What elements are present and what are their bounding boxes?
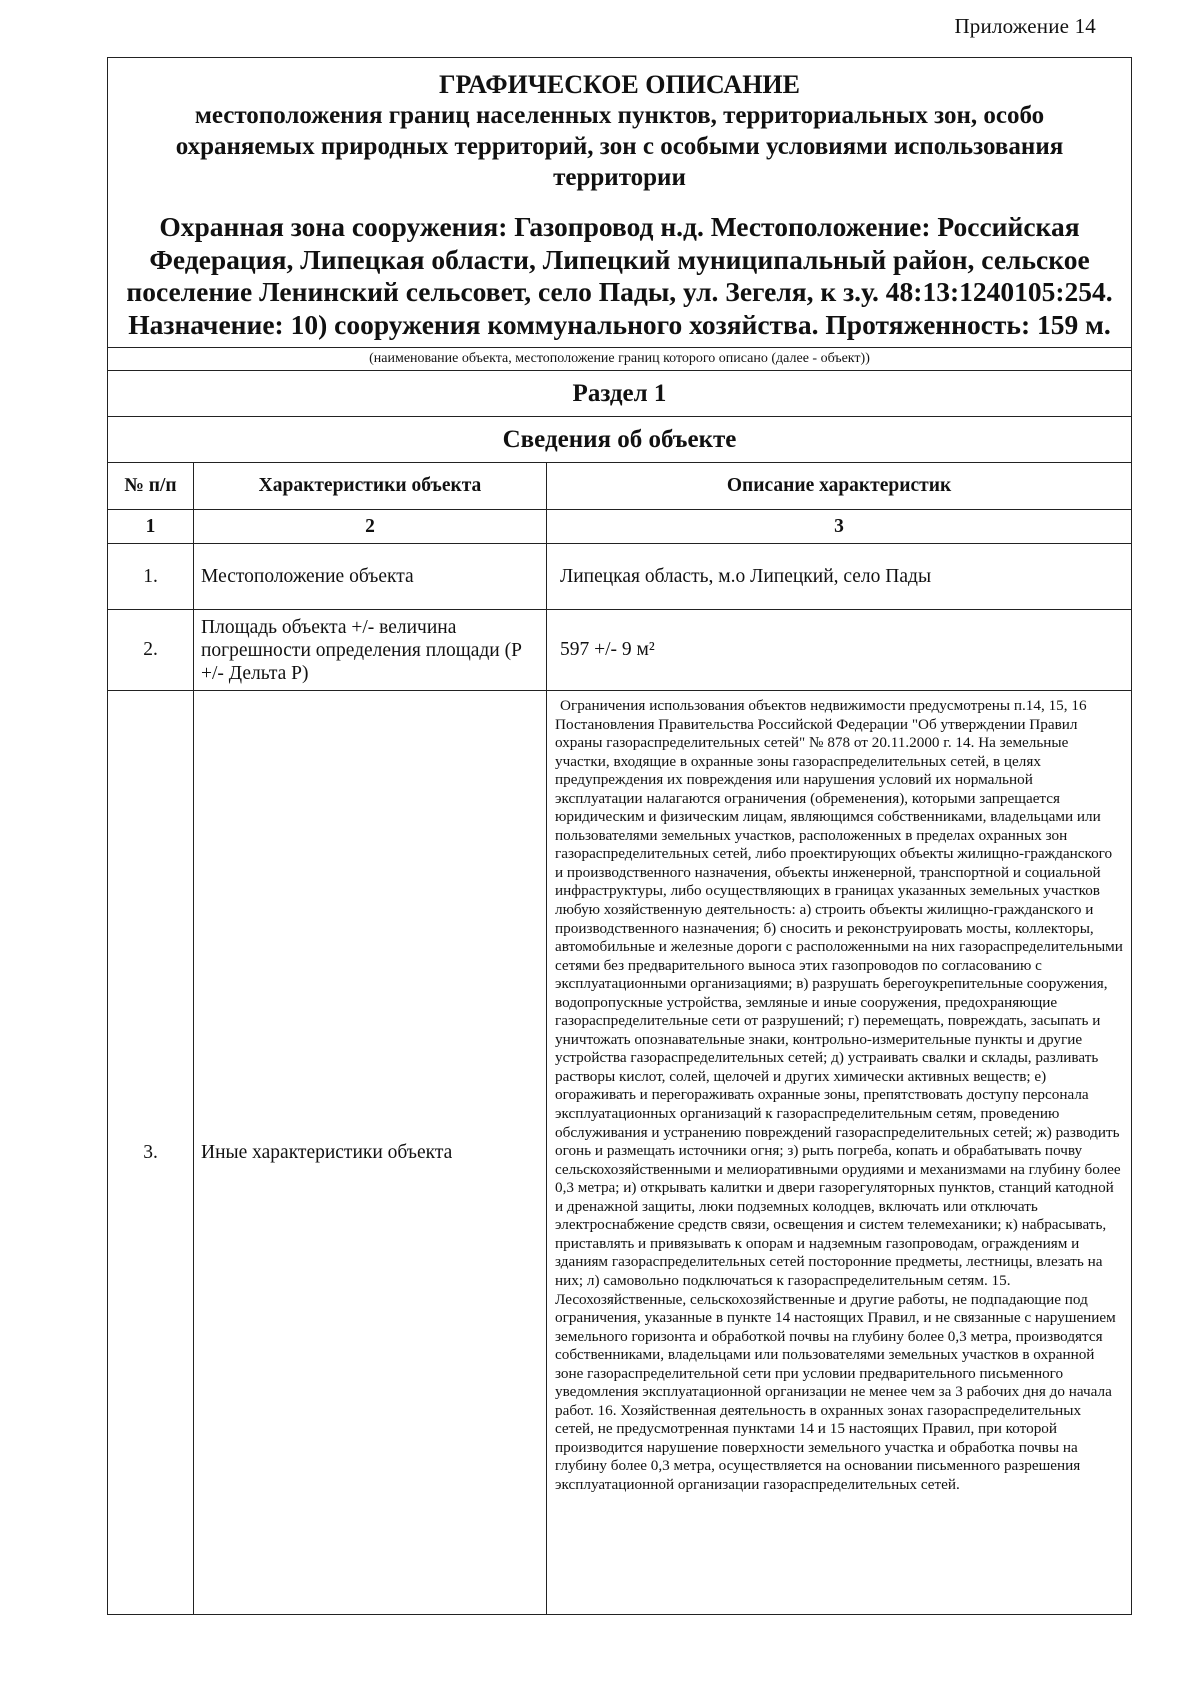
- table-row: [108, 691, 1131, 1615]
- row-characteristic: Местоположение объекта: [194, 544, 547, 610]
- column-number: 2: [194, 510, 547, 544]
- column-number: 1: [108, 510, 194, 544]
- table-header-row: [108, 463, 1131, 510]
- table-row: [108, 544, 1131, 610]
- document-frame: [107, 57, 1132, 1615]
- row-number: 3.: [108, 691, 194, 1615]
- document-title: ГРАФИЧЕСКОЕ ОПИСАНИЕ: [439, 70, 800, 99]
- row-characteristic: Иные характеристики объекта: [194, 691, 547, 1615]
- object-name-line: поселение Ленинский сельсовет, село Пады, ул. Зегеля, к з.у. 48:13:1240105:254.: [126, 276, 1113, 307]
- object-name: [118, 211, 1121, 341]
- object-caption: (наименование объекта, местоположение границ которого описано (далее - объект)): [108, 348, 1131, 371]
- object-info-table: [108, 463, 1131, 1614]
- column-number: 3: [547, 510, 1132, 544]
- object-length: 159 м.: [1037, 308, 1111, 340]
- column-header-number: № п/п: [108, 463, 194, 510]
- section-subtitle: Сведения об объекте: [108, 417, 1131, 463]
- section-title: Раздел 1: [108, 371, 1131, 417]
- object-name-line: Федерация, Липецкая области, Липецкий муниципальный район, сельское: [149, 243, 1090, 275]
- row-description: Ограничения использования объектов недвижимости предусмотрены п.14, 15, 16 Постановления Правительства Российской Федерации "Об утверждении Правил охраны газораспределительных сетей" № 878 от 20.11.2000 г. 14. На земельные участки, входящие в охранные зоны газораспределительных сетей, в целях предупреждения их повреждения или нарушения условий их нормальной эксплуатации налагаются ограничения (обременения), которыми запрещается юридическим и физическим лицам, являющимся собственниками, владельцами или пользователями земельных участков, расположенных в пределах охранных зон газораспределительных сетей, либо проектирующих объекты жилищно-гражданского и производственного назначения, объекты инженерной, транспортной и социальной инфраструктуры, либо осуществляющих в границах указанных земельных участков любую хозяйственную деятельность: а) строить объекты жилищно-гражданского и производственного назначения; б) сносить и реконструировать мосты, коллекторы, автомобильные и железные дороги с расположенными на них газораспределительными сетями без предварительного выноса этих газопроводов по согласованию с эксплуатационными организациями; в) разрушать берегоукрепительные сооружения, водопропускные устройства, земляные и иные сооружения, предохраняющие газораспределительные сети от разрушений; г) перемещать, повреждать, засыпать и уничтожать опознавательные знаки, контрольно-измерительные пункты и другие устройства газораспределительных сетей; д) устраивать свалки и склады, разливать растворы кислот, солей, щелочей и других химически активных веществ; е) огораживать и перегораживать охранные зоны, препятствовать доступу персонала эксплуатационных организаций к газораспределительным сетям, проведению обслуживания и устранению повреждений газораспределительных сетей; ж) разводить огонь и размещать источники огня; з) рыть погреба, копать и обрабатывать почву сельскохозяйственными и мелиоративными орудиями и механизмами на глубину более 0,3 метра; и) открывать калитки и двери газорегуляторных пунктов, станций катодной и дренажной защиты, люки подземных колодцев, включать или отключать электроснабжение средств связи, освещения и систем телемеханики; к) набрасывать, приставлять и привязывать к опорам и надземным газопроводам, ограждениям и зданиям газораспределительных сетей посторонние предметы, лестницы, влезать на них; л) самовольно подключаться к газораспределительным сетям. 15. Лесохозяйственные, сельскохозяйственные и другие работы, не подпадающие под ограничения, указанные в пункте 14 настоящих Правил, и не связанные с нарушением земельного горизонта и обработкой почвы на глубину более 0,3 метра, производятся собственниками, владельцами или пользователями земельных участков в охранной зоне газораспределительной сети при условии предварительного письменного уведомления эксплуатационной организации не менее чем за 3 рабочих дня до начала работ. 16. Хозяйственная деятельность в охранных зонах газораспределительных сетей, не предусмотренная пунктами 14 и 15 настоящих Правил, при которой производится нарушение поверхности земельного участка и обработка почвы на глубину более 0,3 метра, осуществляется на основании письменного разрешения эксплуатационной организации газораспределительных сетей.: [547, 691, 1132, 1615]
- object-name-line-text: Назначение: 10) сооружения коммунального хозяйства. Протяженность:: [128, 308, 1031, 340]
- table-row: [108, 610, 1131, 691]
- row-number: 1.: [108, 544, 194, 610]
- row-description: 597 +/- 9 м²: [547, 610, 1132, 691]
- row-description: Липецкая область, м.о Липецкий, село Пады: [547, 544, 1132, 610]
- column-number-row: [108, 510, 1131, 544]
- column-header-description: Описание характеристик: [547, 463, 1132, 510]
- document-subtitle: местоположения границ населенных пунктов, территориальных зон, особо охраняемых природных территорий, зон с особыми условиями использования территории: [175, 102, 1064, 191]
- appendix-label: Приложение 14: [954, 14, 1096, 38]
- column-header-characteristic: Характеристики объекта: [194, 463, 547, 510]
- document-header: [108, 58, 1131, 348]
- row-characteristic: Площадь объекта +/- величина погрешности определения площади (Р +/- Дельта Р): [194, 610, 547, 691]
- object-name-line: Охранная зона сооружения: Газопровод н.д. Местоположение: Российская: [159, 211, 1080, 242]
- object-name-line: [118, 309, 1121, 342]
- row-number: 2.: [108, 610, 194, 691]
